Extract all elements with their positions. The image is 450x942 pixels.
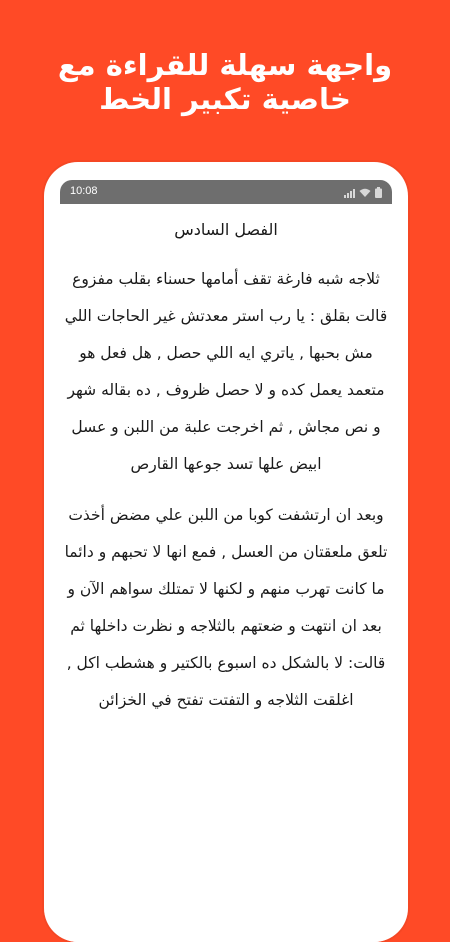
reader-paragraph: ثلاجه شبه فارغة تقف أمامها حسناء بقلب مفزوع قالت بقلق : يا رب استر معدتش غير الحاجات اللي مش بحبها , ياتري ايه اللي حصل , هل فعل هو متعمد يعمل كده و لا حصل ظروف , ده بقاله شهر و نص مجاش , ثم اخرجت علبة من اللبن و عسل ابيض علها تسد جوعها القارص xyxy=(64,270,388,473)
reader-content[interactable] xyxy=(60,204,392,904)
headline-line-1: واجهة سهلة للقراءة مع xyxy=(57,48,393,82)
reader-paragraph: وبعد ان ارتشفت كوبا من اللبن علي مضض أخذت تلعق ملعقتان من العسل , فمع انها لا تحبهم و دائما ما كانت تهرب منهم و لكنها لا تمتلك سواهم الآن و بعد ان انتهت و ضعتهم بالثلاجه و نظرت داخلها ثم قالت: لا بالشكل ده اسبوع بالكتير و هشطب اكل , اغلقت الثلاجه و التفتت تفتح في الخزائن xyxy=(64,506,388,709)
bottom-fade xyxy=(44,902,408,942)
signal-icon xyxy=(344,188,355,198)
phone-mockup xyxy=(44,162,408,942)
promo-headline xyxy=(0,48,450,116)
chapter-title: الفصل السادس xyxy=(174,220,278,239)
wifi-icon xyxy=(359,188,371,198)
status-time: 10:08 xyxy=(70,185,98,197)
status-icons xyxy=(344,186,382,198)
battery-icon xyxy=(375,187,382,198)
status-bar xyxy=(60,180,392,204)
headline-line-2: خاصية تكبير الخط xyxy=(99,82,351,116)
